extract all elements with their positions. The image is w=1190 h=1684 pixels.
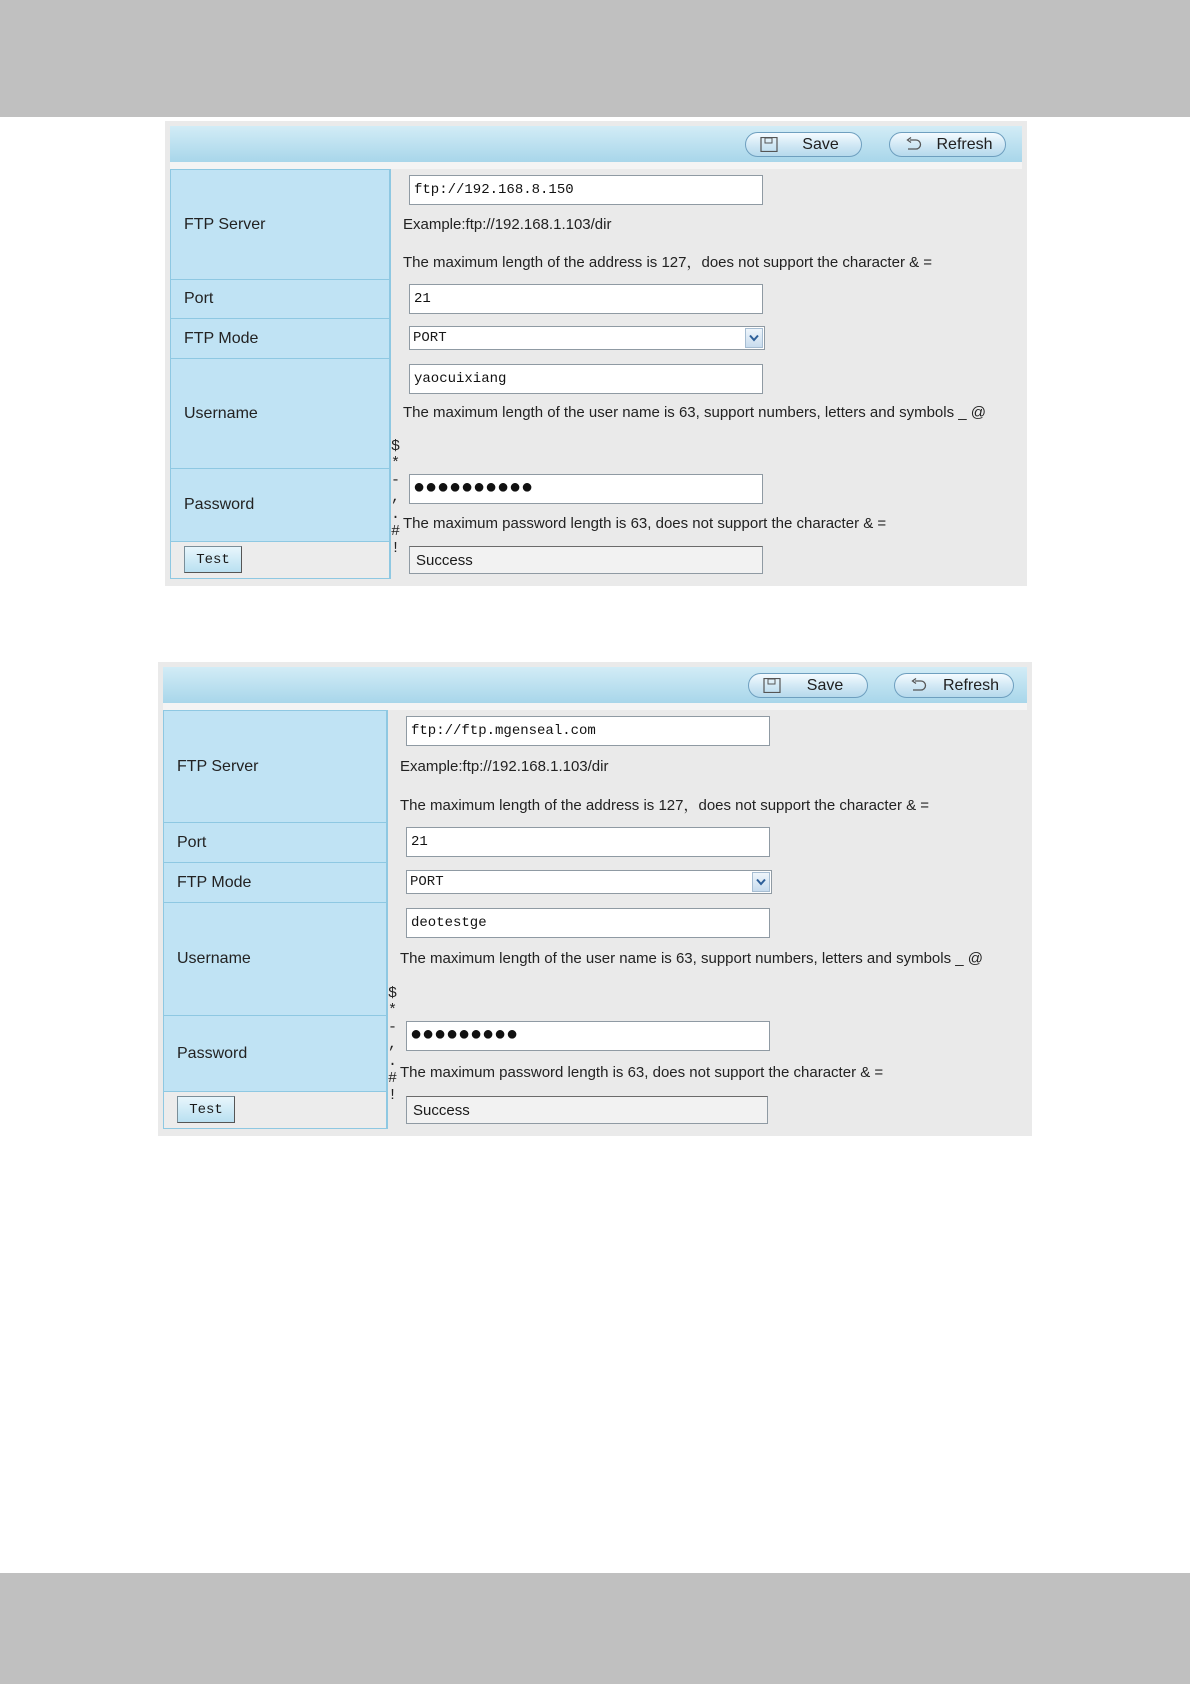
username-input[interactable]: yaocuixiang	[409, 364, 763, 394]
ftp-settings-panel-2	[158, 662, 1032, 1136]
save-label: Save	[802, 136, 839, 153]
ftp-mode-value: PORT	[413, 330, 447, 346]
page-top-band	[0, 0, 1190, 117]
row-username	[171, 359, 391, 469]
ftp-form	[170, 169, 986, 579]
ftp-server-input[interactable]: ftp://ftp.mgenseal.com	[406, 716, 770, 746]
refresh-label: Refresh	[942, 677, 1000, 694]
refresh-button[interactable]	[894, 673, 1014, 698]
password-label: Password	[171, 469, 390, 542]
return-arrow-icon	[904, 137, 922, 152]
page-bottom-band	[0, 1573, 1190, 1684]
ftp-server-input[interactable]: ftp://192.168.8.150	[409, 175, 763, 205]
test-button[interactable]: Test	[177, 1096, 235, 1123]
password-input[interactable]: ●●●●●●●●●●	[409, 474, 763, 504]
port-input[interactable]: 21	[406, 827, 770, 857]
ftp-server-example: Example:ftp://192.168.1.103/dir	[403, 216, 612, 233]
username-note-cont: $ * - , . # !	[388, 985, 398, 1104]
row-ftp-mode	[171, 319, 391, 359]
floppy-disk-icon	[763, 678, 781, 693]
chevron-down-icon[interactable]	[745, 328, 763, 348]
ftp-server-note: The maximum length of the address is 127，does not support the character & =	[403, 254, 933, 271]
toolbar-divider	[163, 703, 1027, 710]
port-input[interactable]: 21	[409, 284, 763, 314]
row-ftp-server	[171, 170, 391, 280]
row-username	[164, 903, 388, 1016]
ftp-server-label: FTP Server	[171, 170, 390, 280]
chevron-down-icon[interactable]	[752, 872, 770, 892]
floppy-disk-icon	[760, 137, 778, 152]
toolbar	[170, 126, 1022, 162]
username-note-cont: $ * - , . # !	[391, 438, 401, 557]
ftp-server-note: The maximum length of the address is 127，does not support the character & =	[400, 797, 930, 814]
row-password	[171, 469, 391, 542]
password-label: Password	[164, 1016, 387, 1092]
row-ftp-server	[164, 711, 388, 823]
username-note: The maximum length of the user name is 63, support numbers, letters and symbols _ @	[400, 950, 983, 967]
save-button[interactable]	[745, 132, 862, 157]
toolbar-divider	[170, 162, 1022, 169]
ftp-mode-select[interactable]	[406, 870, 772, 894]
ftp-settings-panel-1	[165, 121, 1027, 586]
ftp-mode-value: PORT	[410, 874, 444, 890]
ftp-mode-label: FTP Mode	[164, 863, 387, 903]
port-label: Port	[164, 823, 387, 863]
ftp-server-label: FTP Server	[164, 711, 387, 823]
save-button[interactable]	[748, 673, 868, 698]
row-test	[171, 542, 391, 579]
password-note: The maximum password length is 63, does not support the character & =	[403, 515, 887, 532]
username-note: The maximum length of the user name is 63, support numbers, letters and symbols _ @	[403, 404, 986, 421]
refresh-label: Refresh	[936, 136, 993, 153]
port-label: Port	[171, 280, 390, 319]
username-label: Username	[164, 903, 387, 1016]
username-input[interactable]: deotestge	[406, 908, 770, 938]
return-arrow-icon	[909, 678, 927, 693]
test-result: Success	[406, 1096, 768, 1124]
ftp-form	[163, 710, 983, 1129]
ftp-server-example: Example:ftp://192.168.1.103/dir	[400, 758, 609, 775]
toolbar	[163, 667, 1027, 703]
password-input[interactable]: ●●●●●●●●●	[406, 1021, 770, 1051]
row-password	[164, 1016, 388, 1092]
refresh-button[interactable]	[889, 132, 1006, 157]
ftp-mode-label: FTP Mode	[171, 319, 390, 359]
ftp-mode-select[interactable]	[409, 326, 765, 350]
row-ftp-mode	[164, 863, 388, 903]
row-test	[164, 1092, 388, 1129]
save-label: Save	[806, 677, 844, 694]
test-button[interactable]: Test	[184, 546, 242, 573]
username-label: Username	[171, 359, 390, 469]
row-port	[171, 280, 391, 319]
password-note: The maximum password length is 63, does not support the character & =	[400, 1064, 884, 1081]
test-result: Success	[409, 546, 763, 574]
row-port	[164, 823, 388, 863]
